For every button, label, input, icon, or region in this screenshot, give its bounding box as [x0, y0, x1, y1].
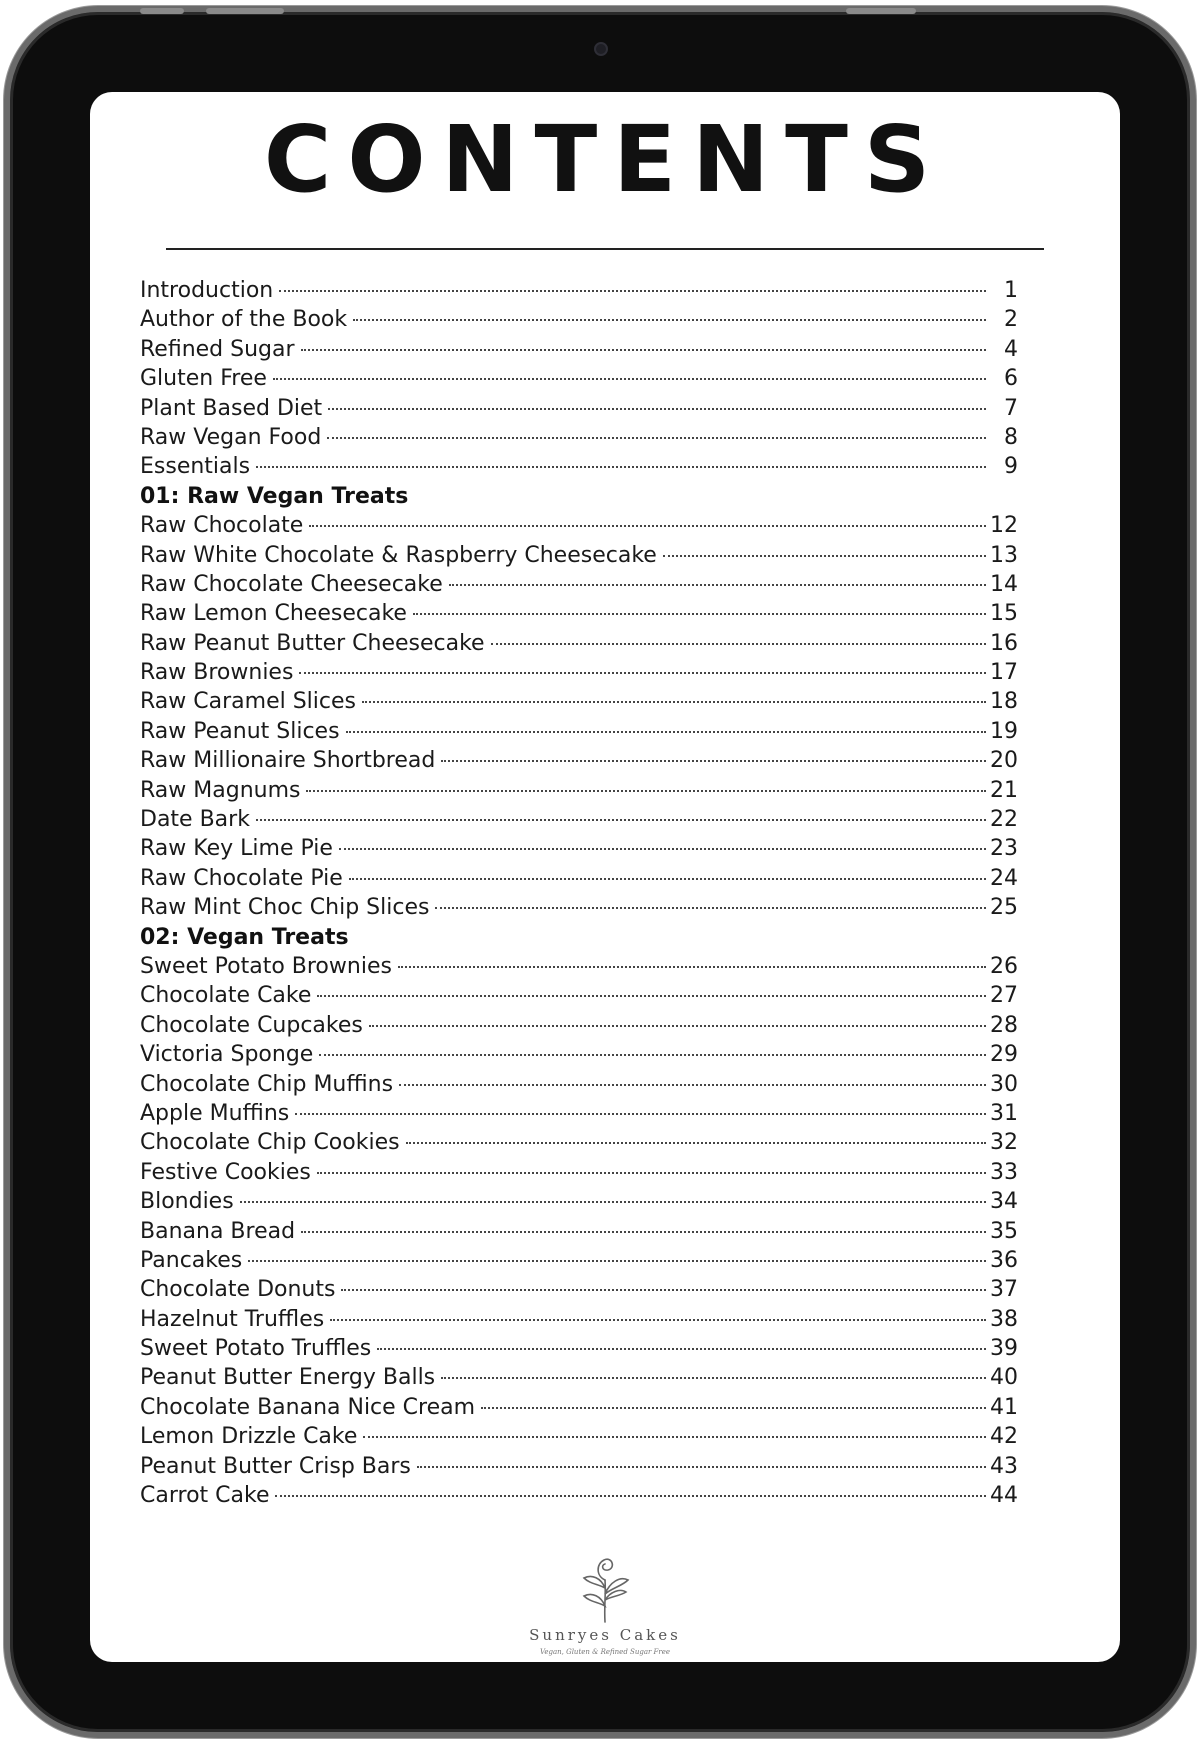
toc-page-number: 40 — [990, 1365, 1018, 1391]
toc-dot-leader — [275, 1495, 986, 1497]
toc-entry-title: Sweet Potato Brownies — [140, 953, 392, 979]
toc-entry-title: Raw Key Lime Pie — [140, 836, 333, 862]
toc-dot-leader — [399, 1084, 986, 1086]
toc-dot-leader — [441, 1377, 986, 1379]
toc-dot-leader — [330, 1319, 986, 1321]
toc-page-number: 32 — [990, 1130, 1018, 1156]
toc-page-number: 33 — [990, 1159, 1018, 1185]
toc-page-number: 18 — [990, 689, 1018, 715]
toc-dot-leader — [491, 643, 986, 645]
toc-page-number: 36 — [990, 1247, 1018, 1273]
toc-dot-leader — [295, 1113, 986, 1115]
toc-entry-title: Carrot Cake — [140, 1483, 270, 1509]
toc-entry[interactable] — [140, 278, 1018, 307]
toc-entry[interactable] — [140, 601, 1018, 630]
toc-dot-leader — [328, 408, 986, 410]
plant-sprout-icon — [90, 1540, 1120, 1628]
toc-dot-leader — [339, 848, 986, 850]
toc-dot-leader — [481, 1407, 986, 1409]
toc-dot-leader — [240, 1201, 986, 1203]
toc-dot-leader — [248, 1260, 986, 1262]
toc-page-number: 26 — [990, 953, 1018, 979]
toc-entry-title: Raw Vegan Food — [140, 424, 322, 450]
toc-page-number: 14 — [990, 571, 1018, 597]
toc-entry[interactable] — [140, 1248, 1018, 1277]
toc-page-number: 29 — [990, 1042, 1018, 1068]
toc-entry-title: Author of the Book — [140, 307, 348, 333]
table-of-contents — [140, 278, 1018, 1512]
toc-entry-title: Raw Millionaire Shortbread — [140, 748, 436, 774]
toc-entry[interactable] — [140, 572, 1018, 601]
toc-entry[interactable] — [140, 1219, 1018, 1248]
toc-entry[interactable] — [140, 1395, 1018, 1424]
toc-entry-title: Pancakes — [140, 1247, 243, 1273]
toc-entry[interactable] — [140, 307, 1018, 336]
toc-entry-title: Raw Lemon Cheesecake — [140, 601, 407, 627]
title-divider — [166, 248, 1044, 250]
toc-page-number: 12 — [990, 513, 1018, 539]
toc-page-number: 6 — [1004, 366, 1018, 392]
toc-entry[interactable] — [140, 543, 1018, 572]
toc-dot-leader — [346, 731, 986, 733]
toc-entry-title: Raw Caramel Slices — [140, 689, 356, 715]
toc-dot-leader — [417, 1466, 986, 1468]
toc-entry[interactable] — [140, 954, 1018, 983]
toc-entry-title: Introduction — [140, 278, 274, 303]
toc-dot-leader — [317, 1172, 986, 1174]
toc-entry[interactable] — [140, 337, 1018, 366]
toc-page-number: 17 — [990, 660, 1018, 686]
toc-entry-title: Sweet Potato Truffles — [140, 1336, 372, 1362]
toc-page-number: 23 — [990, 836, 1018, 862]
toc-entry-title: Plant Based Diet — [140, 395, 323, 421]
toc-page-number: 43 — [990, 1453, 1018, 1479]
toc-page-number: 28 — [990, 1012, 1018, 1038]
toc-page-number: 4 — [1004, 336, 1018, 362]
front-camera-icon — [594, 42, 608, 56]
brand-name: Sunryes Cakes — [529, 1626, 681, 1644]
toc-entry[interactable] — [140, 425, 1018, 454]
toc-dot-leader — [406, 1142, 986, 1144]
toc-entry-title: Chocolate Cupcakes — [140, 1012, 363, 1038]
toc-entry[interactable] — [140, 748, 1018, 777]
toc-page-number: 21 — [990, 777, 1018, 803]
toc-entry[interactable] — [140, 1130, 1018, 1159]
toc-dot-leader — [363, 1436, 986, 1438]
toc-entry[interactable] — [140, 1101, 1018, 1130]
toc-dot-leader — [299, 672, 986, 674]
toc-dot-leader — [398, 966, 986, 968]
toc-dot-leader — [279, 290, 986, 292]
toc-dot-leader — [341, 1289, 986, 1291]
tablet-frame — [4, 6, 1196, 1738]
toc-entry-title: Raw Peanut Slices — [140, 718, 340, 744]
toc-dot-leader — [435, 907, 986, 909]
toc-entry[interactable] — [140, 719, 1018, 748]
toc-dot-leader — [441, 760, 986, 762]
toc-entry[interactable] — [140, 454, 1018, 483]
toc-entry-title: Raw White Chocolate & Raspberry Cheesecake — [140, 542, 657, 568]
section-heading: 01: Raw Vegan Treats — [140, 483, 409, 509]
toc-entry-title: Essentials — [140, 454, 251, 480]
toc-dot-leader — [317, 995, 986, 997]
toc-page-number: 39 — [990, 1336, 1018, 1362]
toc-page-number: 22 — [990, 807, 1018, 833]
toc-page-number: 37 — [990, 1277, 1018, 1303]
toc-entry-title: Chocolate Chip Cookies — [140, 1130, 400, 1156]
toc-page-number: 8 — [1004, 424, 1018, 450]
toc-dot-leader — [273, 378, 986, 380]
toc-entry-title: Peanut Butter Energy Balls — [140, 1365, 436, 1391]
toc-entry[interactable] — [140, 836, 1018, 865]
toc-page-number: 35 — [990, 1218, 1018, 1244]
toc-entry-title: Raw Peanut Butter Cheesecake — [140, 630, 485, 656]
toc-page-number: 27 — [990, 983, 1018, 1009]
document-page — [90, 92, 1120, 1662]
toc-entry[interactable] — [140, 366, 1018, 395]
toc-entry-title: Raw Chocolate — [140, 513, 304, 539]
toc-entry-title: Victoria Sponge — [140, 1042, 314, 1068]
toc-dot-leader — [301, 349, 986, 351]
toc-dot-leader — [362, 701, 986, 703]
toc-entry-title: Raw Brownies — [140, 660, 294, 686]
toc-dot-leader — [306, 790, 986, 792]
toc-dot-leader — [301, 1231, 986, 1233]
toc-entry[interactable] — [140, 807, 1018, 836]
toc-dot-leader — [449, 584, 986, 586]
toc-page-number: 7 — [1004, 395, 1018, 421]
toc-entry[interactable] — [140, 1424, 1018, 1453]
toc-entry-title: Hazelnut Truffles — [140, 1306, 325, 1332]
toc-entry[interactable] — [140, 1277, 1018, 1306]
toc-entry-title: Raw Chocolate Pie — [140, 865, 343, 891]
toc-page-number: 38 — [990, 1306, 1018, 1332]
toc-entry-title: Refined Sugar — [140, 336, 295, 362]
toc-dot-leader — [309, 525, 986, 527]
toc-page-number: 34 — [990, 1189, 1018, 1215]
toc-entry[interactable] — [140, 1336, 1018, 1365]
toc-entry[interactable] — [140, 396, 1018, 425]
toc-entry-title: Peanut Butter Crisp Bars — [140, 1453, 411, 1479]
toc-entry-title: Chocolate Chip Muffins — [140, 1071, 394, 1097]
toc-entry-title: Blondies — [140, 1189, 234, 1215]
toc-dot-leader — [413, 613, 986, 615]
toc-dot-leader — [349, 878, 986, 880]
toc-entry-title: Chocolate Cake — [140, 983, 312, 1009]
toc-entry[interactable] — [140, 1307, 1018, 1336]
toc-entry[interactable] — [140, 689, 1018, 718]
toc-entry-title: Raw Mint Choc Chip Slices — [140, 895, 430, 921]
toc-page-number: 1 — [1004, 278, 1018, 303]
toc-dot-leader — [377, 1348, 986, 1350]
toc-page-number: 31 — [990, 1100, 1018, 1126]
toc-entry-title: Banana Bread — [140, 1218, 296, 1244]
toc-page-number: 19 — [990, 718, 1018, 744]
volume-up-button[interactable] — [140, 8, 184, 14]
toc-entry[interactable] — [140, 1454, 1018, 1483]
toc-dot-leader — [369, 1025, 986, 1027]
toc-entry[interactable] — [140, 1160, 1018, 1189]
toc-dot-leader — [663, 555, 986, 557]
toc-entry[interactable] — [140, 1042, 1018, 1071]
toc-entry[interactable] — [140, 983, 1018, 1012]
toc-page-number: 2 — [1004, 307, 1018, 333]
toc-entry-title: Lemon Drizzle Cake — [140, 1424, 358, 1450]
toc-entry[interactable] — [140, 866, 1018, 895]
toc-entry-title: Raw Chocolate Cheesecake — [140, 571, 443, 597]
toc-page-number: 16 — [990, 630, 1018, 656]
volume-down-button[interactable] — [206, 8, 284, 14]
toc-entry[interactable] — [140, 1013, 1018, 1042]
toc-dot-leader — [256, 819, 986, 821]
toc-page-number: 41 — [990, 1394, 1018, 1420]
brand-tagline: Vegan, Gluten & Refined Sugar Free — [539, 1648, 671, 1656]
power-button[interactable] — [846, 8, 916, 14]
toc-entry-title: Apple Muffins — [140, 1100, 290, 1126]
toc-page-number: 44 — [990, 1483, 1018, 1509]
toc-entry[interactable] — [140, 1072, 1018, 1101]
toc-entry-title: Festive Cookies — [140, 1159, 311, 1185]
toc-dot-leader — [327, 437, 986, 439]
toc-page-number: 15 — [990, 601, 1018, 627]
toc-entry-title: Raw Magnums — [140, 777, 301, 803]
page-title: CONTENTS — [263, 106, 947, 213]
toc-entry[interactable] — [140, 1189, 1018, 1218]
toc-entry[interactable] — [140, 778, 1018, 807]
toc-entry-title: Gluten Free — [140, 366, 267, 392]
toc-dot-leader — [319, 1054, 986, 1056]
toc-entry[interactable] — [140, 1483, 1018, 1512]
toc-page-number: 30 — [990, 1071, 1018, 1097]
toc-entry[interactable] — [140, 660, 1018, 689]
toc-page-number: 24 — [990, 865, 1018, 891]
toc-entry[interactable] — [140, 895, 1018, 924]
toc-page-number: 20 — [990, 748, 1018, 774]
toc-entry[interactable] — [140, 513, 1018, 542]
toc-page-number: 42 — [990, 1424, 1018, 1450]
section-heading: 02: Vegan Treats — [140, 924, 349, 950]
toc-page-number: 25 — [990, 895, 1018, 921]
toc-page-number: 9 — [1004, 454, 1018, 480]
toc-entry[interactable] — [140, 1365, 1018, 1394]
toc-entry-title: Chocolate Banana Nice Cream — [140, 1394, 476, 1420]
toc-entry-title: Chocolate Donuts — [140, 1277, 336, 1303]
toc-dot-leader — [256, 466, 986, 468]
toc-entry[interactable] — [140, 631, 1018, 660]
toc-dot-leader — [353, 319, 986, 321]
toc-page-number: 13 — [990, 542, 1018, 568]
toc-entry-title: Date Bark — [140, 807, 250, 833]
